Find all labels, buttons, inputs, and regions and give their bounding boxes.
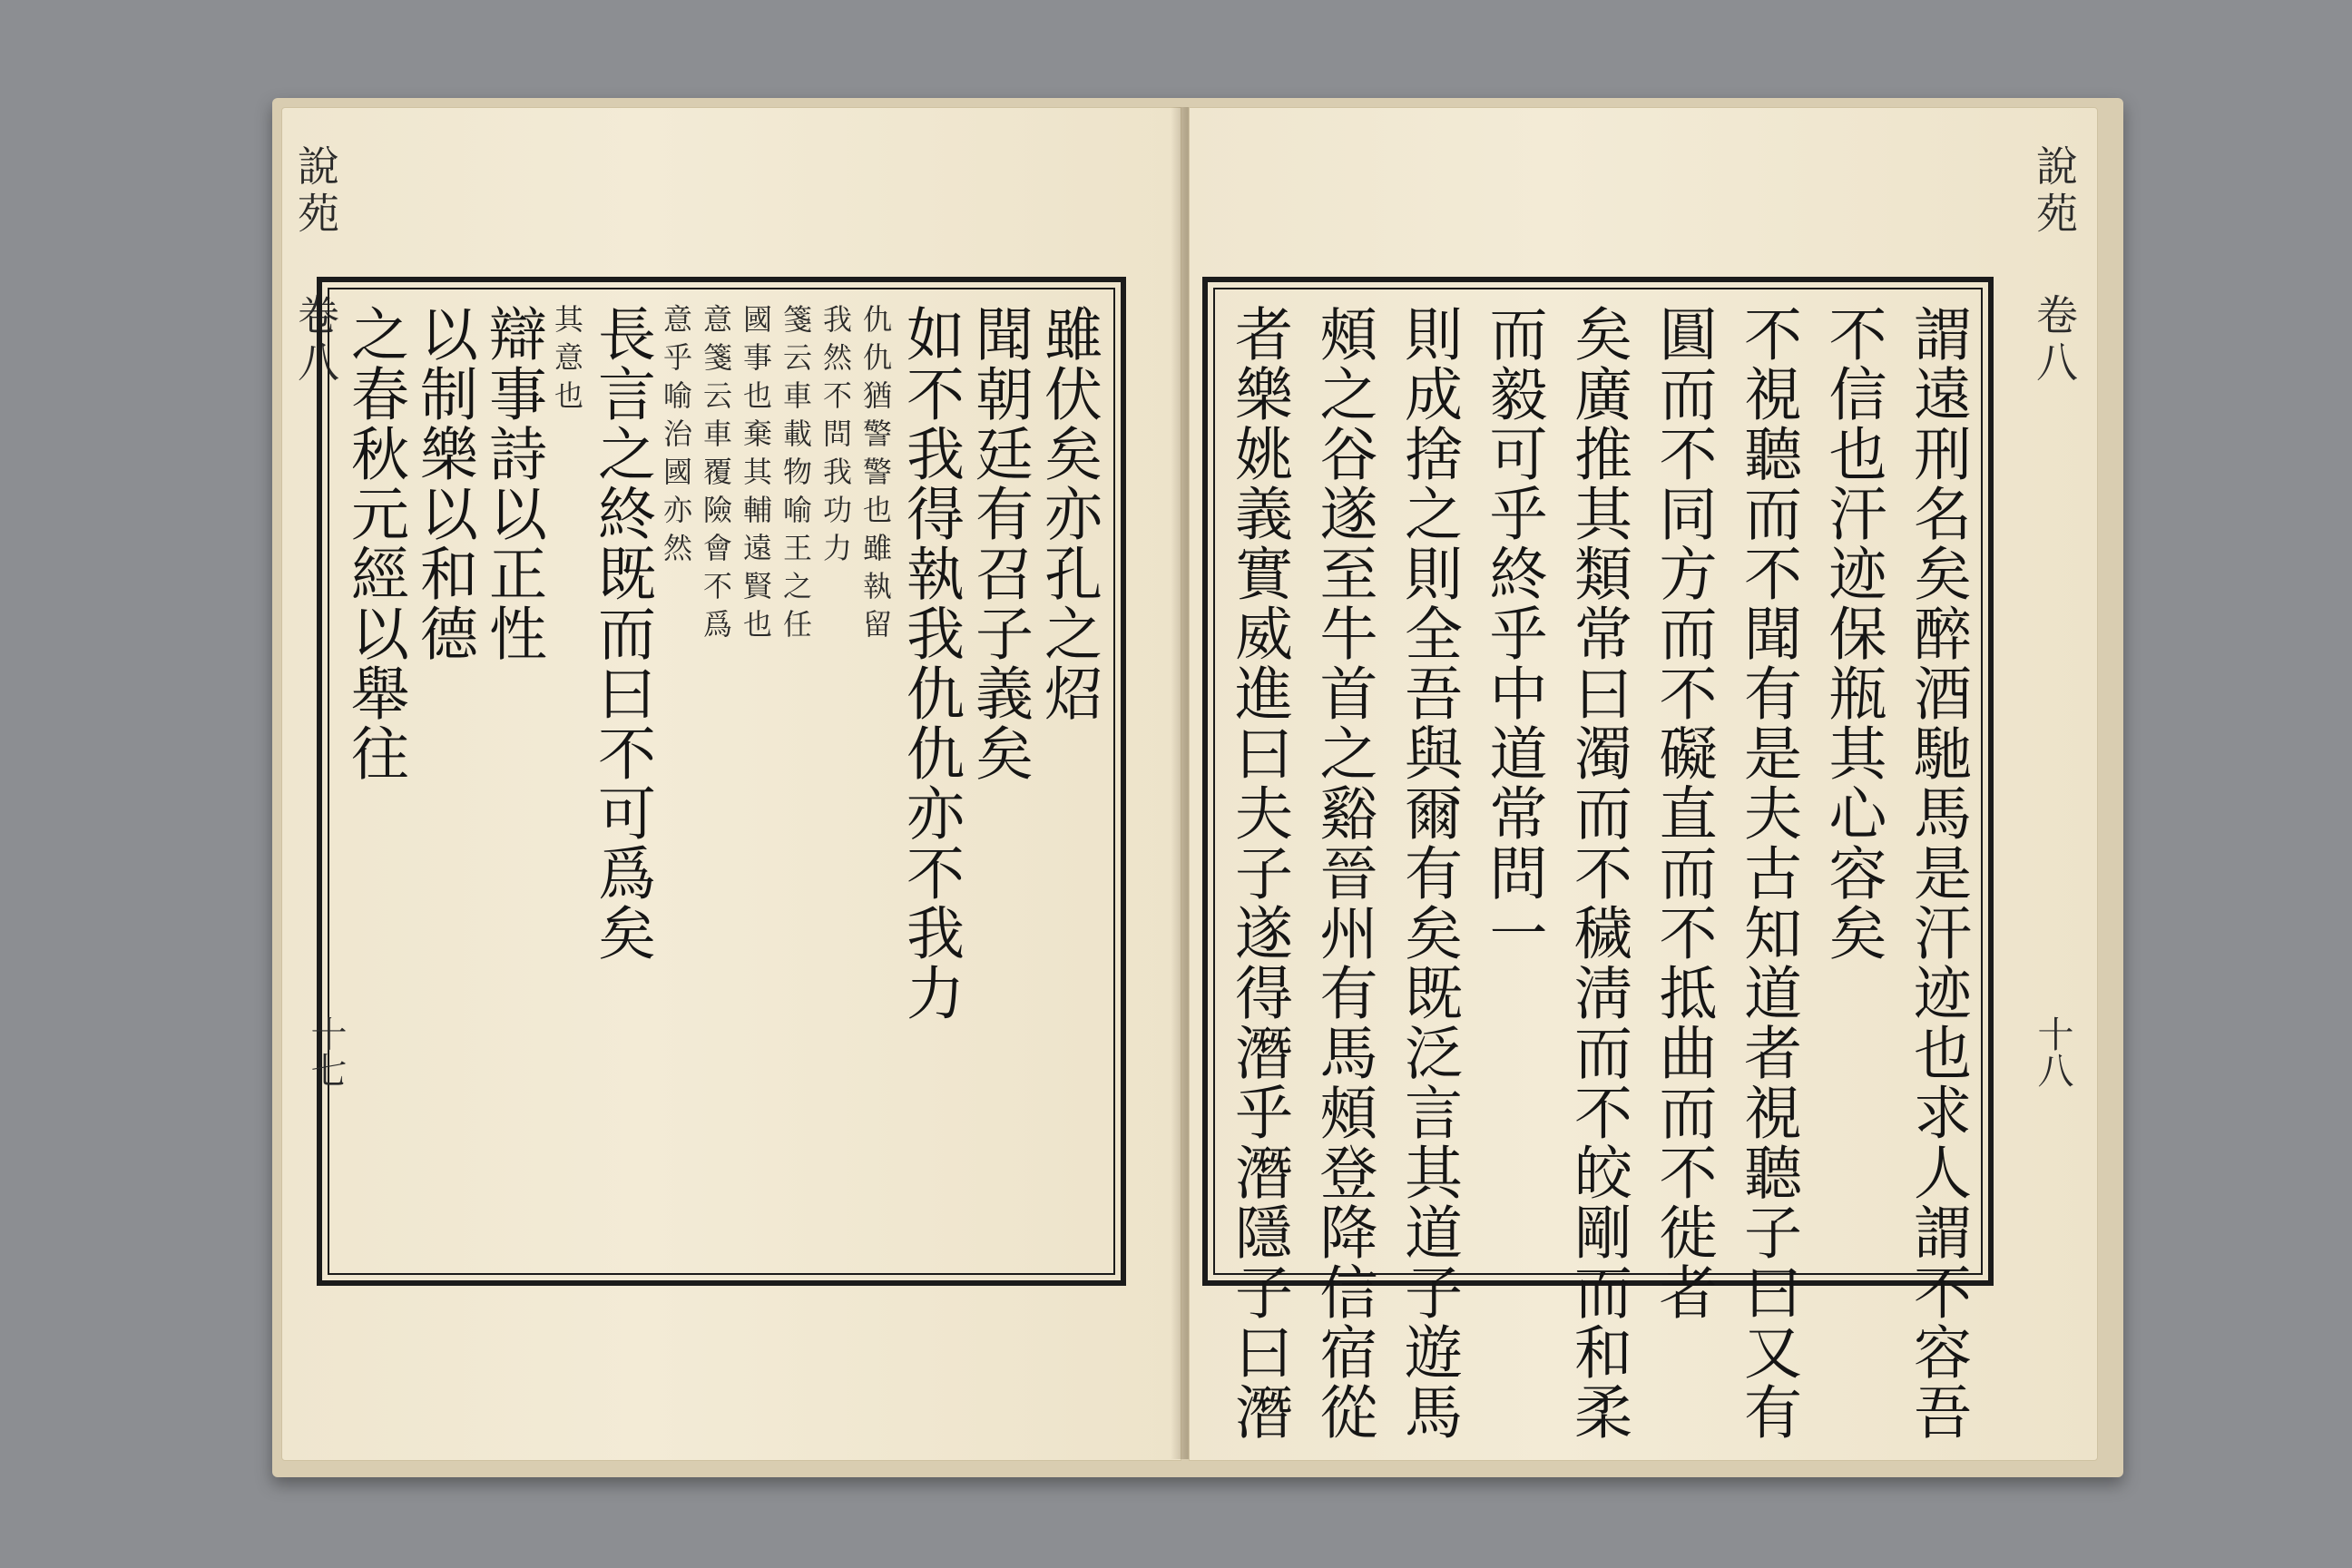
annotation-column: 我然不問我功力 — [818, 304, 853, 571]
text-column: 不信也汗迹保瓶其心容矣 — [1818, 304, 1886, 963]
right-folio: 十八 — [2032, 1015, 2073, 1088]
annotation-column: 其意也 — [550, 304, 584, 418]
text-column: 謂遠刑名矣醉酒馳馬是汗迹也求人謂不容吾 — [1904, 304, 1971, 1442]
annotation-column: 意箋云車覆險會不爲 — [699, 304, 733, 647]
right-text-frame — [1202, 277, 1994, 1442]
right-margin-title: 說苑 卷八 — [2030, 144, 2079, 387]
text-column: 圓而不同方而不礙直而不抵曲而不徙者 — [1649, 304, 1717, 1322]
left-text-frame — [317, 277, 1126, 1286]
annotation-column: 國事也棄其輔遠賢也 — [739, 304, 773, 647]
text-column: 聞朝廷有召子義矣 — [965, 304, 1033, 783]
text-column: 之春秋元經以舉往 — [341, 304, 408, 783]
right-columns — [1225, 304, 1971, 1442]
text-column: 者樂姚義實威進曰夫子遂得潛乎潛隱子曰潛 — [1225, 304, 1292, 1442]
text-column: 長言之終既而曰不可爲矣 — [588, 304, 655, 963]
right-page — [1189, 107, 2098, 1461]
text-column: 以制樂以和德 — [410, 304, 477, 663]
left-page — [281, 107, 1181, 1461]
text-column: 頰之谷遂至牛首之谿晉州有馬頰登降信宿從 — [1309, 304, 1377, 1442]
text-column: 矣廣推其類常曰濁而不穢淸而不皎剛而和柔 — [1564, 304, 1632, 1442]
left-columns — [341, 304, 1102, 1259]
text-column: 不視聽而不聞有是夫古知道者視聽子曰又有 — [1734, 304, 1801, 1442]
text-column: 辯事詩以正性 — [479, 304, 546, 663]
annotation-column: 仇仇猶警警也雖執留 — [858, 304, 893, 647]
open-book — [272, 98, 2123, 1477]
text-column: 而毅可乎終乎中道常問一 — [1479, 304, 1547, 963]
text-column: 則成捨之則全吾與爾有矣既泛言其道子遊馬 — [1395, 304, 1462, 1442]
annotation-column: 意乎喻治國亦然 — [659, 304, 693, 571]
annotation-column: 箋云車載物喻王之任 — [779, 304, 813, 647]
text-column: 雖伏矣亦孔之炤 — [1034, 304, 1102, 723]
left-margin-title: 說苑 卷八 — [291, 144, 340, 387]
left-folio: 十七 — [305, 1015, 347, 1088]
text-column: 如不我得執我仇仇亦不我力 — [897, 304, 964, 1023]
